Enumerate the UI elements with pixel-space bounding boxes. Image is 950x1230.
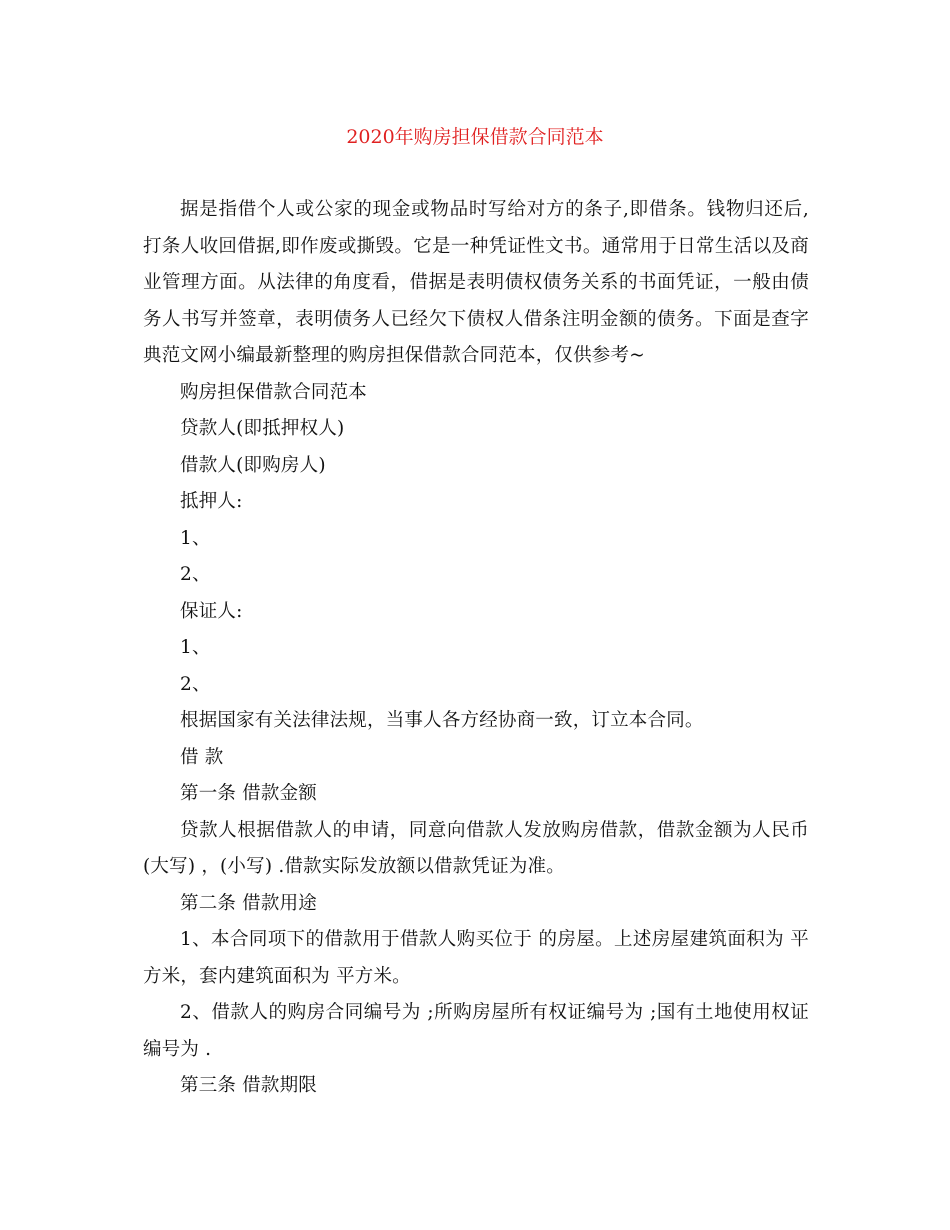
section-heading-loan: 借 款 bbox=[180, 746, 224, 768]
borrower-line: 借款人(即购房人) bbox=[180, 454, 326, 476]
mortgagor-label: 抵押人: bbox=[180, 491, 243, 512]
mortgagor-item-1: 1、 bbox=[180, 527, 211, 549]
agreement-statement: 根据国家有关法律法规，当事人各方经协商一致，订立本合同。 bbox=[180, 710, 704, 731]
article-1-text: 贷款人根据借款人的申请，同意向借款人发放购房借款，借款金额为人民币(大写) ，(小写) .借款实际发放额以借款凭证为准。 bbox=[143, 819, 809, 877]
guarantor-label: 保证人: bbox=[180, 600, 243, 622]
article-1-heading: 第一条 借款金额 bbox=[180, 783, 317, 804]
guarantor-item-2: 2、 bbox=[180, 673, 211, 695]
article-3-heading: 第三条 借款期限 bbox=[180, 1075, 317, 1096]
article-2-clause-2: 2、借款人的购房合同编号为 ;所购房屋所有权证编号为 ;国有土地使用权证编号为 . bbox=[143, 1002, 809, 1060]
mortgagor-item-2: 2、 bbox=[180, 564, 211, 585]
article-2-heading: 第二条 借款用途 bbox=[180, 892, 317, 914]
contract-heading: 购房担保借款合同范本 bbox=[180, 381, 368, 403]
article-2-clause-1: 1、本合同项下的借款用于借款人购买位于 的房屋。上述房屋建筑面积为 平方米，套内建筑面积为 平方米。 bbox=[143, 929, 809, 987]
document-title: 2020年购房担保借款合同范本 bbox=[346, 126, 604, 148]
lender-line: 贷款人(即抵押权人) bbox=[180, 418, 345, 439]
guarantor-item-1: 1、 bbox=[180, 637, 211, 658]
document-body bbox=[143, 192, 809, 1105]
intro-paragraph: 据是指借个人或公家的现金或物品时写给对方的条子,即借条。钱物归还后,打条人收回借据,即作废或撕毁。它是一种凭证性文书。通常用于日常生活以及商业管理方面。从法律的角度看，借据是表明债权债务关系的书面凭证，一般由债务人书写并签章，表明债务人已经欠下债权人借条注明金额的债务。下面是查字典范文网小编最新整理的购房担保借款合同范本，仅供参考~ bbox=[143, 199, 809, 366]
